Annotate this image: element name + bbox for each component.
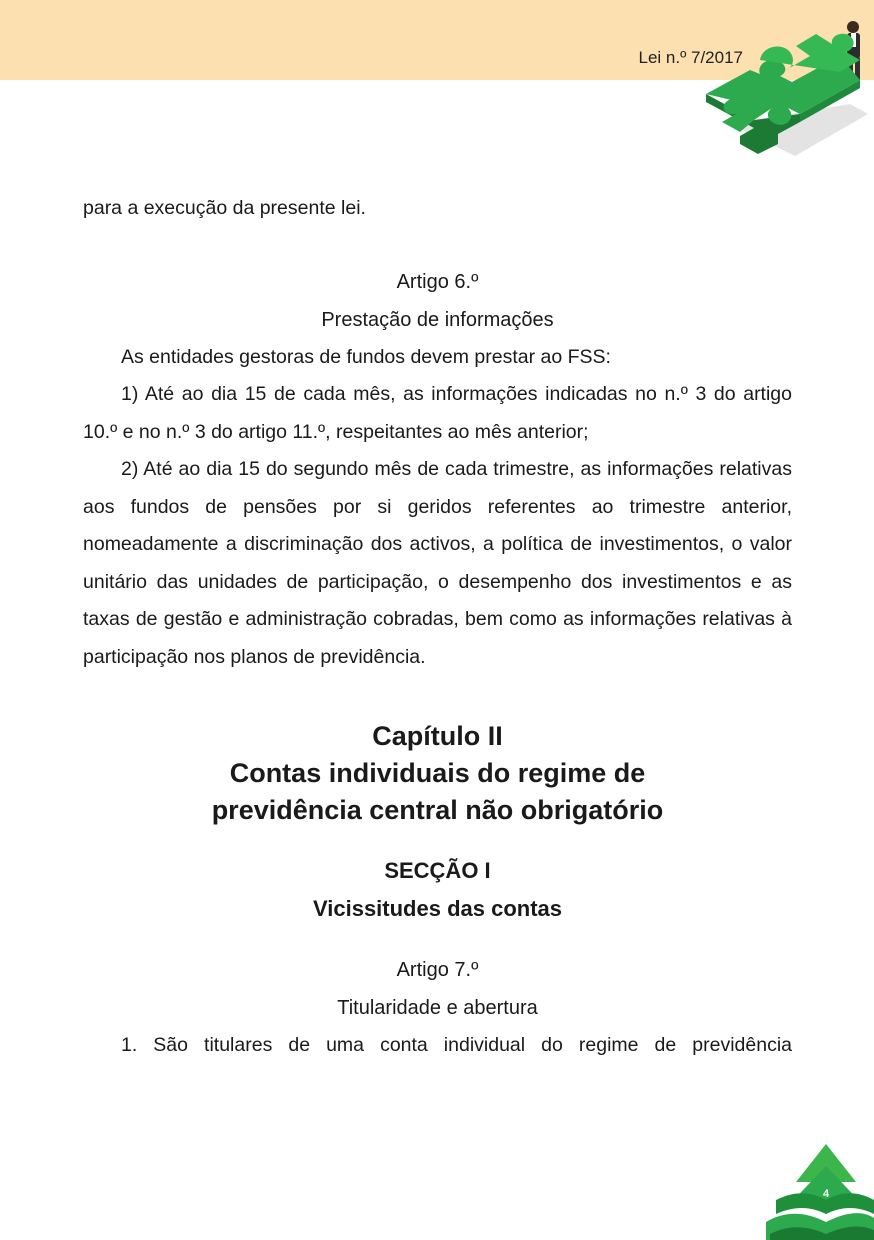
document-title: Lei n.º 7/2017 [638,48,743,67]
article-6-number: Artigo 6.º [396,270,479,293]
page-number: 4 [822,1188,830,1200]
article-7-number: Artigo 7.º [396,959,479,981]
article-6-item-2: 2) Até ao dia 15 do segundo mês de cada trimestre, as informações relativas aos fundos de pensões por si geridos referentes ao trimestre anterior, nomeadamente a discriminação dos activos, a política de investimentos, o valor unitário das unidades de participação, o desempenho dos investimentos e as taxas de gestão e administração cobradas, bem como as informações relativas à participação nos planos de previdência. [83,458,792,668]
article-6-title: Prestação de informações [321,308,554,331]
document-body [83,190,792,1065]
article-7-item-1: 1. São titulares de uma conta individual do regime de previdência [121,1034,792,1056]
chapter-title-line-1: Contas individuais do regime de [229,758,646,788]
section-title: Vicissitudes das contas [312,896,563,921]
chapter-title-line-2: previdência central não obrigatório [211,795,664,825]
puzzle-icon [700,16,872,156]
section-number: SECÇÃO I [384,858,491,883]
article-6-item-1: 1) Até ao dia 15 de cada mês, as informações indicadas no n.º 3 do artigo 10.º e no n.º 3 do artigo 11.º, respeitantes ao mês anterior; [83,383,792,443]
lead-paragraph: para a execução da presente lei. [83,197,366,219]
chapter-number: Capítulo II [372,721,503,751]
article-6-intro: As entidades gestoras de fundos devem prestar ao FSS: [121,345,611,368]
article-7-title: Titularidade e abertura [337,997,538,1019]
